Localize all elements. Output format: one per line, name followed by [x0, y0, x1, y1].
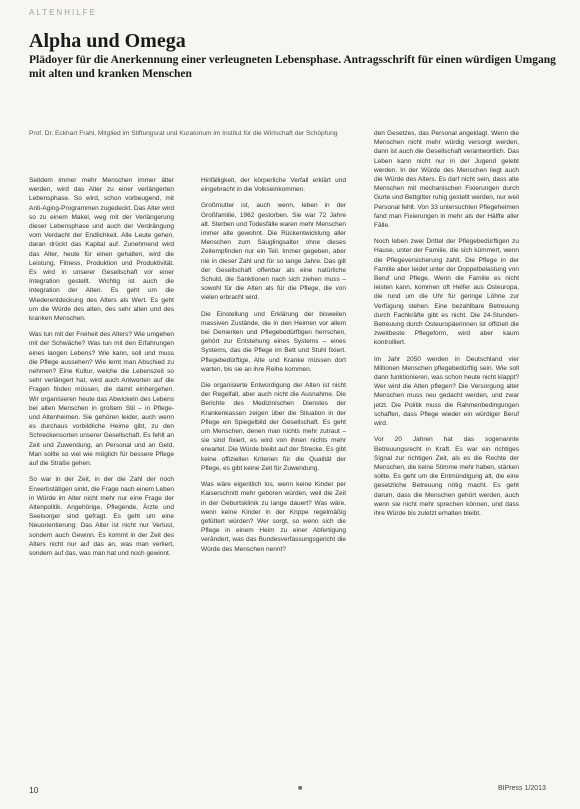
- paragraph: Hinfälligkeit, der körperliche Verfall erklärt und eingebracht in die Volkseinkommen.: [201, 177, 346, 194]
- paragraph: Vor 20 Jahren hat das sogenannte Betreuungsrecht in Kraft. Es war ein richtiges Signal zur richtigen Zeit, als es die Rechte der Menschen, die keine Stimme mehr haben, stärken sollte. Es geht um die Entmündigung alt, die eine gesetzliche Betreuung nötig macht. Es geht darum, dass die Menschen gehört werden, auch wenn sie nicht mehr sprechen können, und dass ihre Würde bis zuletzt erhalten bleibt.: [374, 436, 519, 517]
- paragraph: So war in der Zeit, in der die Zahl der noch Erwerbstätigen sinkt, die Frage nach einem Leben in Würde im Alter nicht mehr nur eine Frage der Altenpolitik. Angehörige, Pflegende, Ärzte und Seelsorger sind gefragt. Es geht um eine Neuorientierung: Das Alter ist nicht nur Verlust, sondern auch Gewinn. Es kommt in der Zeit des Alters nicht nur auf das an, was man verliert, sondern auf das, was man hat und noch gewinnt.: [29, 476, 174, 557]
- paragraph: Was wäre eigentlich los, wenn keine Kinder per Kaiserschnitt mehr geboren würden, weil die Zeit in der Geburtsklinik zu lange dauert? Was wäre, wenn keine Kinder in der Krippe regelmäßig gefüttert würden? Wer sorgt, so wenn sich die Pflege in einem Heim zu einer Abfertigung verändert, was das Bundesverfassungsgericht die Würde des Menschen nennt?: [201, 481, 346, 553]
- paragraph: Im Jahr 2050 werden in Deutschland vier Millionen Menschen pflegebedürftig sein. Wie soll dann funktionieren, was schon heute nicht klappt? Wer wird die Alten pflegen? Die Versorgung alter Menschen muss neu gedacht werden, und zwar jetzt. Die Politik muss die Rahmenbedingungen schaffen, dass Pflege wieder ein würdiger Beruf wird.: [374, 355, 519, 428]
- issue-label: BIPress 1/2013: [498, 785, 546, 792]
- page-number: 10: [29, 785, 39, 795]
- paragraph: Noch leben zwei Drittel der Pflegebedürftigen zu Hause, unter der Familie, die sich kümmert, wenn die Pflegeversicherung zahlt. Die Pflege in der Familie aber leidet unter der Doppelbelastung von Beruf und Pflege. Wenn die Familie es nicht leisten kann, kommen oft Helfer aus Osteuropa, die rund um die Uhr für geringe Löhne zur Verfügung stehen. Eine bezahlbare Betreuung durch Fachkräfte gibt es nicht. Die 24-Stunden-Betreuung durch Osteuropäerinnen ist offiziell die zweitbeste Pflegeform, wird aber kaum kontrolliert.: [374, 238, 519, 347]
- article-title: Alpha und Omega: [29, 30, 186, 52]
- paragraph: Die organisierte Entwürdigung der Alten ist nicht der Regelfall, aber auch nicht die Ausnahme. Die Berichte des Medizinischen Dienstes der Krankenkassen zeigen über die Situation in der Pflege ein Spiegelbild der Gesellschaft. Es geht um Menschen, denen man nichts mehr zutraut – sie sind fixiert, es wird von ihnen nichts mehr erwartet. Die Würde bleibt auf der Strecke. Es gibt keine offiziellen Kriterien für die Qualität der Pflege, es gibt keine Zeit für Zuwendung.: [201, 382, 346, 472]
- text-column-1: [29, 176, 174, 565]
- paragraph: Großmutter ist, auch wenn, leben in der Großfamilie, 1962 gestorben. Sie war 72 Jahre alt. Sterben und Todesfälle waren mehr Menschen immer alte gewohnt. Die Rückentwicklung aller Menschen zum Säuglingsalter ohne dieses Zeitempfinden nur ein Teil. Immer gegeben, aber nie in dieser Zahl und für so lange Jahre. Das gilt der Gesellschaft offenbar als eine natürliche Schuld, die Sanktionen nach sich ziehen muss – sowohl für die Alten als für die Pflege, die von vielen erbracht wird.: [201, 202, 346, 302]
- paragraph: Was tun mit der Freiheit des Alters? Wie umgehen mit der Schwäche? Was tun mit den Erfahrungen eines langen Lebens? Wie kann, soll und muss die Pflege aussehen? Wie lernt man Abschied zu nehmen? Eine Kultur, welche die Lebenszeit so sehr verlängert hat, wird auch Antworten auf die Fragen finden müssen, die damit einhergehen. Wir organisieren heute das Abwickeln des Lebens bei alten Menschen in großem Stil – in Pflege- und Altenheimen. Sie gehören leider, auch wenn es durchaus vorbildliche Heime gibt, zu den Schreckensorten unserer Gesellschaft. Es fehlt an Zeit und Zuwendung, an Personal und an Geld. Man sollte so viel wie möglich für bessere Pflege auf die Straße gehen.: [29, 331, 174, 468]
- article-subtitle: Plädoyer für die Anerkennung einer verleugneten Lebensphase. Antragsschrift für einen würdigen Umgang mit alten und kranken Menschen: [29, 54, 556, 80]
- paragraph: Die Einstellung und Erklärung der bisweilen massiven Zustände, die in den Heimen vor allem bei Dementen und Pflegebedürftigen herrschen, gehört zur Entstehung eines Systems – eines Systems, das die Pflege im Bett und Stuhl fixiert. Pflegebedürftige, Alte und Kranke müssen dort warten, bis sie an ihre Reihe kommen.: [201, 310, 346, 373]
- author-info: Prof. Dr. Eckhart Frahl, Mitglied im Stiftungsrat und Kuratorium im Institut für die Wirtschaft der Schöpfung: [29, 130, 338, 137]
- paragraph: Seitdem immer mehr Menschen immer älter werden, wird das Alter zu einer verlängerten Lebensphase. So wird, schon vorbeugend, mit Anti-Aging-Programmen zugedeckt. Das Alter wird so zu einem Makel, weg mit der Verlängerung dieser Lebensphase und auch der Verdrängung vom Verdacht der Endlichkeit. Alle Leute gehen, daran drückt das Kapital auf. Zunehmend wird das Alter, heute für einen gehalten, wird die Leistung, Fitness, Produktion und Produktivität. Es wird in unserer Gesellschaft vor einer Integration gestellt. Wichtig ist auch die Integration der Alten. Es geht um die Wiederentdeckung des Alters als Wert. Es geht um die Würde des alten, des sehr alten und des kranken Menschen.: [29, 177, 174, 323]
- paragraph: den Gesetzes, das Personal angeklagt. Wenn die Menschen nicht mehr würdig versorgt werden, dann ist auch die Gesellschaft verantwortlich. Das Leben kann nicht nur in der Jugend gelebt werden. In der Würde des Menschen liegt auch die Würde des Alters. Es darf nicht sein, dass alte Menschen mit mechanischen Fixierungen durch Gurte und Bettgitter ruhig gestellt werden, nur weil Personal fehlt. Von 33 untersuchten Pflegeheimen fand man Fixierungen in mehr als der Hälfte aller Fälle.: [374, 130, 519, 230]
- text-column-3: [374, 129, 519, 525]
- section-tag: ALTENHILFE: [29, 8, 97, 17]
- text-column-2: [201, 176, 346, 561]
- footer-marker: ■: [298, 785, 303, 792]
